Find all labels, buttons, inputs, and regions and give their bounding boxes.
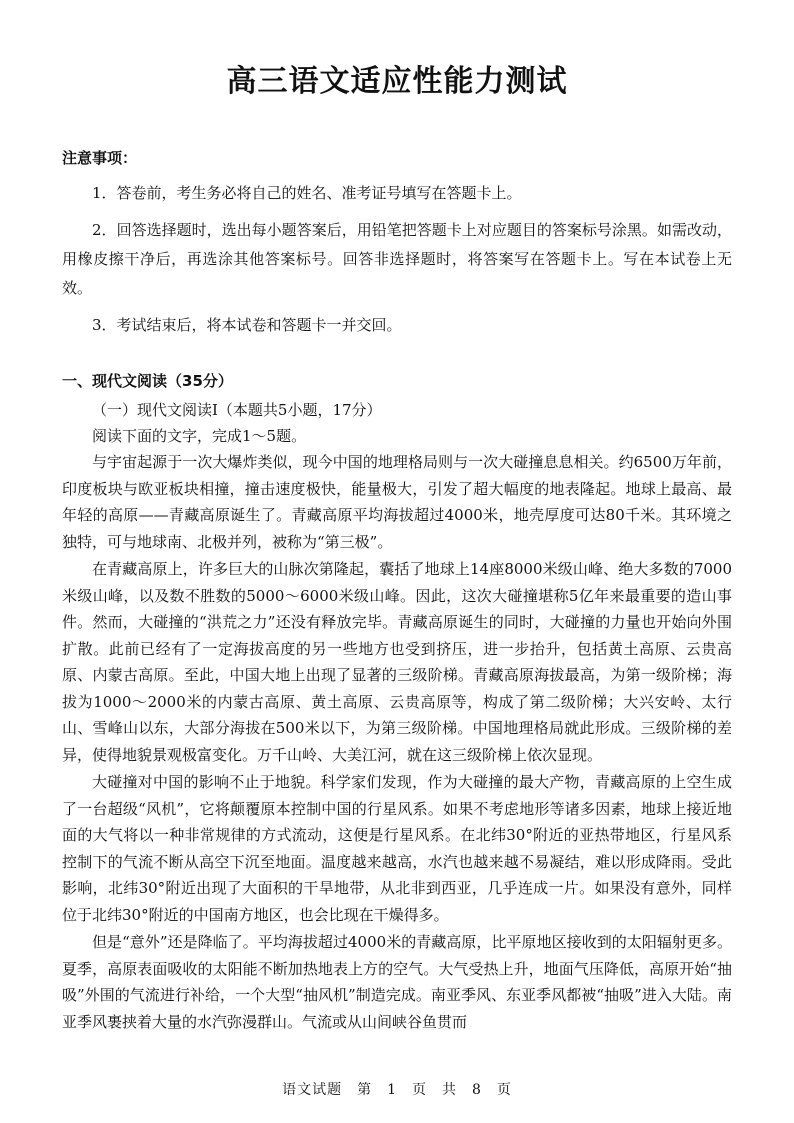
- page-footer: 语文试题 第 1 页 共 8 页: [282, 1082, 512, 1098]
- passage-paragraph-4: 但是“意外”还是降临了。平均海拔超过4000米的青藏高原，比平原地区接收到的太阳辐射更多。夏季，高原表面吸收的太阳能不断加热地表上方的空气。大气受热上升，地面气压降低，高原开始“抽吸”外围的气流进行补给，一个大型“抽风机”制造完成。南亚季风、东亚季风都被“抽吸”进入大陆。南亚季风裹挟着大量的水汽弥漫群山。气流或从山间峡谷鱼贯而: [62, 933, 732, 1031]
- notice-item-3: 3．考试结束后，将本试卷和答题卡一并交回。: [92, 316, 402, 334]
- section-heading: 一、现代文阅读（35分）: [62, 372, 233, 390]
- notice-item-1: 1．答卷前，考生务必将自己的姓名、准考证号填写在答题卡上。: [92, 184, 522, 202]
- notice-item-2: 2．回答选择题时，选出每小题答案后，用铅笔把答题卡上对应题目的答案标号涂黑。如需改动，用橡皮擦干净后，再选涂其他答案标号。回答非选择题时，将答案写在答题卡上。写在本试卷上无效。: [62, 221, 732, 297]
- section-subheading: （一）现代文阅读Ⅰ（本题共5小题，17分）: [92, 401, 382, 419]
- notice-heading: 注意事项：: [62, 149, 138, 167]
- page-body: [62, 145, 732, 1035]
- reading-instruction: 阅读下面的文字，完成1～5题。: [92, 427, 307, 445]
- page-title: 高三语文适应性能力测试: [226, 64, 568, 99]
- passage-paragraph-3: 大碰撞对中国的影响不止于地貌。科学家们发现，作为大碰撞的最大产物，青藏高原的上空生成了一台超级“风机”，它将颠覆原本控制中国的行星风系。如果不考虑地形等诸多因素，地球上接近地面的大气将以一种非常规律的方式流动，这便是行星风系。在北纬30°附近的亚热带地区，行星风系控制下的气流不断从高空下沉至地面。温度越来越高，水汽也越来越不易凝结，难以形成降雨。受此影响，北纬30°附近出现了大面积的干旱地带，从北非到西亚，几乎连成一片。如果没有意外，同样位于北纬30°附近的中国南方地区，也会比现在干燥得多。: [62, 773, 732, 924]
- passage-paragraph-2: 在青藏高原上，许多巨大的山脉次第隆起，囊括了地球上14座8000米级山峰、绝大多数的7000米级山峰，以及数不胜数的5000～6000米级山峰。因此，这次大碰撞堪称5亿年来最重要的造山事件。然而，大碰撞的“洪荒之力”还没有释放完毕。青藏高原诞生的同时，大碰撞的力量也开始向外围扩散。此前已经有了一定海拔高度的另一些地方也受到挤压，进一步抬升，包括黄土高原、云贵高原、内蒙古高原。至此，中国大地上出现了显著的三级阶梯。青藏高原海拔最高，为第一级阶梯；海拔为1000～2000米的内蒙古高原、黄土高原、云贵高原等，构成了第二级阶梯；大兴安岭、太行山、雪峰山以东，大部分海拔在500米以下，为第三级阶梯。中国地理格局就此形成。三级阶梯的差异，使得地貌景观极富变化。万千山岭、大美江河，就在这三级阶梯上依次显现。: [62, 560, 732, 764]
- passage-paragraph-1: 与宇宙起源于一次大爆炸类似，现今中国的地理格局则与一次大碰撞息息相关。约6500万年前，印度板块与欧亚板块相撞，撞击速度极快，能量极大，引发了超大幅度的地表隆起。地球上最高、最年轻的高原——青藏高原诞生了。青藏高原平均海拔超过4000米，地壳厚度可达80千米。其环境之独特，可与地球南、北极并列，被称为“第三极”。: [62, 453, 732, 551]
